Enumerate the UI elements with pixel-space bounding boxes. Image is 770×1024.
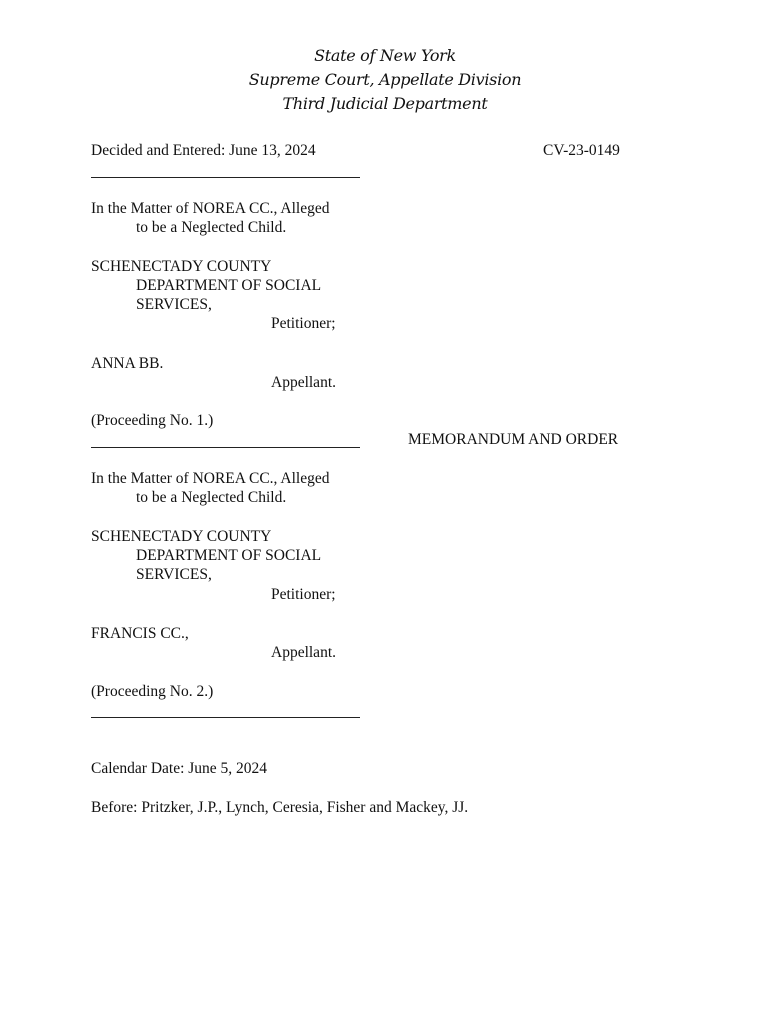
appellant-role: Appellant. — [271, 374, 336, 391]
court-header — [0, 44, 770, 116]
appellant-name: FRANCIS CC., — [91, 625, 189, 642]
matter-line-2: to be a Neglected Child. — [136, 219, 287, 236]
petitioner-line-3: SERVICES, — [136, 296, 212, 313]
matter-line-1: In the Matter of NOREA CC., Alleged — [91, 200, 330, 217]
state-title: State of New York — [314, 46, 456, 65]
court-title: Supreme Court, Appellate Division — [248, 70, 522, 89]
separator-rule — [91, 447, 360, 448]
panel-justices: Before: Pritzker, J.P., Lynch, Ceresia, Fisher and Mackey, JJ. — [91, 799, 469, 816]
separator-rule — [91, 177, 360, 178]
case-number: CV-23-0149 — [543, 142, 620, 159]
calendar-date: Calendar Date: June 5, 2024 — [91, 760, 268, 777]
petitioner-line-1: SCHENECTADY COUNTY — [91, 258, 272, 275]
matter-line-1: In the Matter of NOREA CC., Alleged — [91, 470, 330, 487]
proceeding-label: (Proceeding No. 2.) — [91, 683, 214, 700]
petitioner-line-2: DEPARTMENT OF SOCIAL — [136, 547, 322, 564]
petitioner-line-1: SCHENECTADY COUNTY — [91, 528, 272, 545]
separator-rule — [91, 717, 360, 718]
appellant-name: ANNA BB. — [91, 355, 164, 372]
petitioner-role: Petitioner; — [271, 315, 336, 332]
petitioner-line-2: DEPARTMENT OF SOCIAL — [136, 277, 322, 294]
decided-date: Decided and Entered: June 13, 2024 — [91, 142, 316, 159]
order-title: MEMORANDUM AND ORDER — [408, 431, 619, 448]
appellant-role: Appellant. — [271, 644, 336, 661]
department-title: Third Judicial Department — [282, 94, 488, 113]
petitioner-role: Petitioner; — [271, 586, 336, 603]
petitioner-line-3: SERVICES, — [136, 566, 212, 583]
proceeding-label: (Proceeding No. 1.) — [91, 412, 214, 429]
matter-line-2: to be a Neglected Child. — [136, 489, 287, 506]
